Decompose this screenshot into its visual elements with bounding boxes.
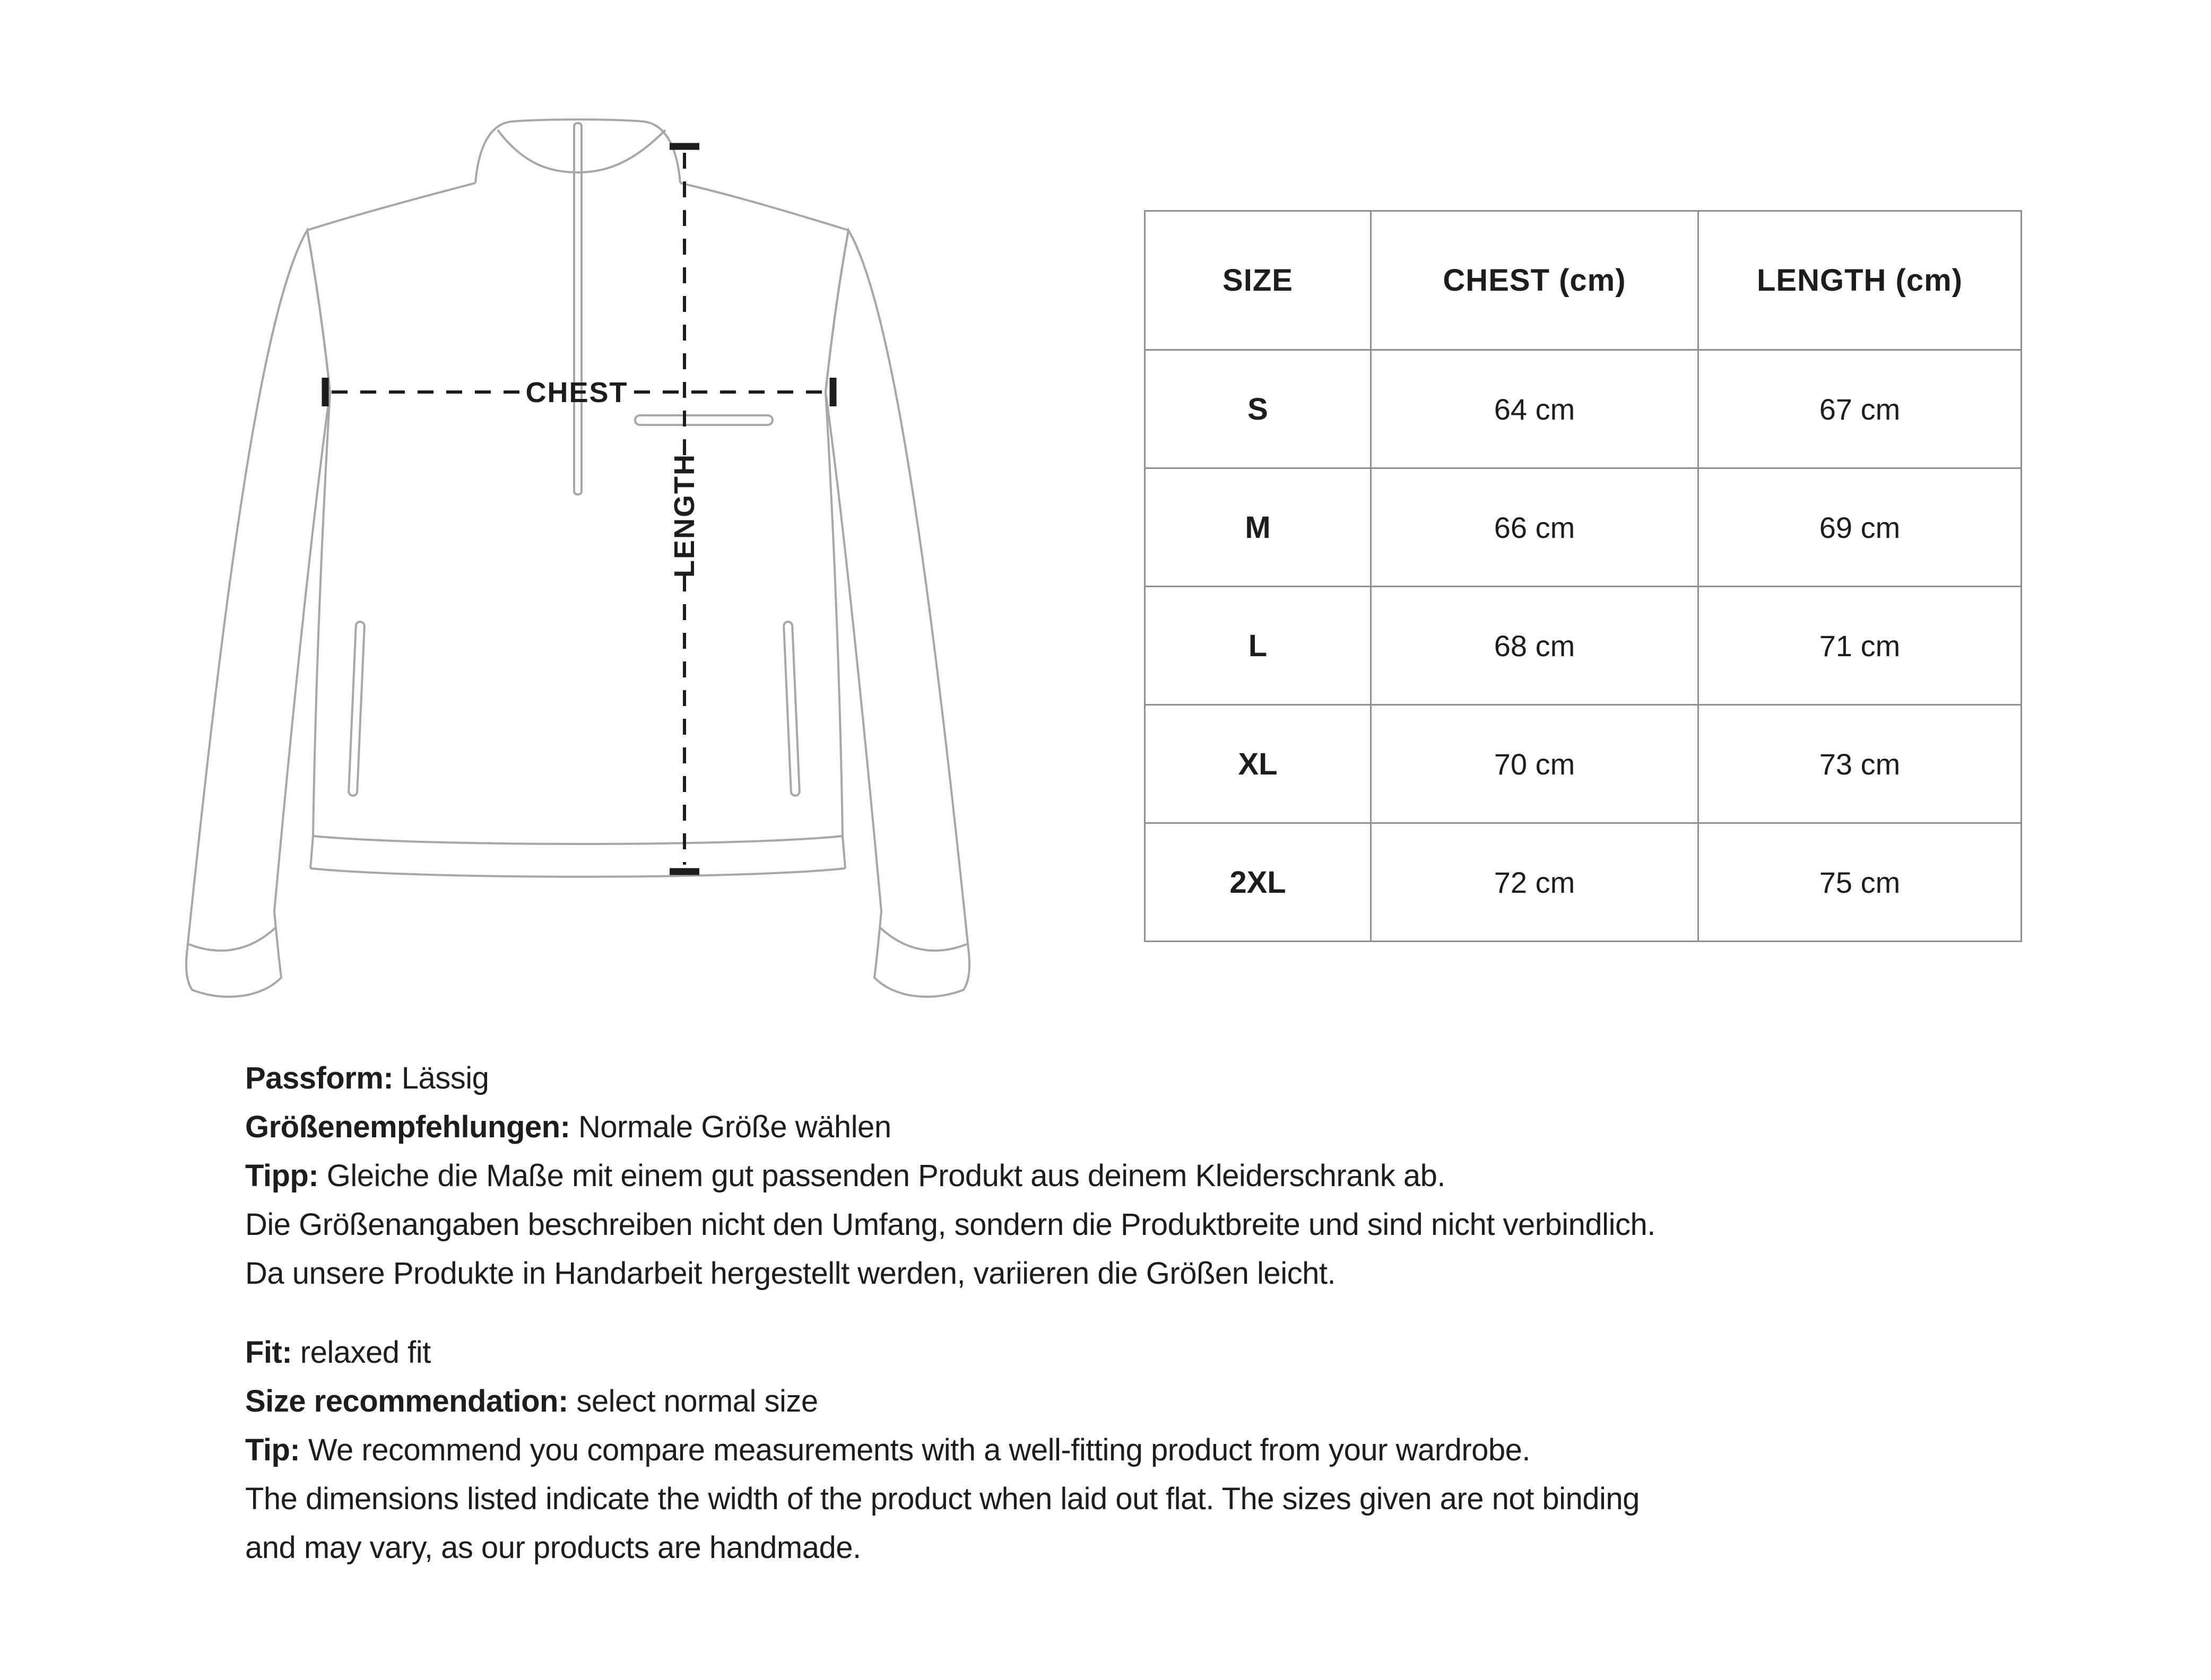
size-value: XL [1145, 705, 1371, 823]
table-row-xl [1145, 705, 2022, 823]
table-row-s [1145, 350, 2022, 468]
col-header-size: SIZE [1145, 211, 1371, 350]
chest-measure-label: CHEST [525, 377, 628, 408]
de-tip-line: Tipp: Gleiche die Maße mit einem gut passenden Produkt aus deinem Kleiderschrank ab. [245, 1159, 1445, 1193]
quarter-zip-pullover-drawing [0, 0, 1061, 1087]
left-sleeve [186, 230, 330, 997]
de-tip-label: Tipp: [245, 1159, 319, 1193]
chest-value: 68 cm [1371, 587, 1698, 705]
chest-value: 72 cm [1371, 823, 1698, 942]
length-value: 73 cm [1698, 705, 2022, 823]
chest-value: 70 cm [1371, 705, 1698, 823]
de-size-recommendation-line: Größenempfehlungen: Normale Größe wählen [245, 1110, 891, 1144]
table-row-2xl [1145, 823, 2022, 942]
length-value: 75 cm [1698, 823, 2022, 942]
notes-german [245, 1054, 1655, 1298]
chest-value: 64 cm [1371, 350, 1698, 468]
right-sleeve [826, 230, 969, 997]
col-header-chest: CHEST (cm) [1371, 211, 1698, 350]
en-tip-label: Tip: [245, 1433, 300, 1467]
de-handmade-note-line: Da unsere Produkte in Handarbeit hergestellt werden, variieren die Größen leicht. [245, 1256, 1336, 1291]
garment-measurement-diagram [0, 0, 1061, 1087]
en-fit-line: Fit: relaxed fit [245, 1335, 431, 1370]
size-value: M [1145, 468, 1371, 587]
left-side-pocket [349, 622, 365, 796]
en-size-label: Size recommendation: [245, 1384, 568, 1418]
col-header-length: LENGTH (cm) [1698, 211, 2022, 350]
length-value: 67 cm [1698, 350, 2022, 468]
de-fit-label: Passform: [245, 1061, 394, 1095]
de-fit-line: Passform: Lässig [245, 1061, 489, 1095]
en-size-recommendation-line: Size recommendation: select normal size [245, 1384, 818, 1418]
table-row-l [1145, 587, 2022, 705]
en-fit-label: Fit: [245, 1335, 292, 1370]
table-row-m [1145, 468, 2022, 587]
size-table [1144, 210, 2022, 942]
notes-english [245, 1328, 1640, 1572]
right-shoulder-seam [680, 183, 848, 230]
de-width-note-line: Die Größenangaben beschreiben nicht den Umfang, sondern die Produktbreite und sind nicht verbindlich. [245, 1207, 1655, 1242]
en-handmade-note-line: and may vary, as our products are handmade. [245, 1530, 861, 1565]
chest-value: 66 cm [1371, 468, 1698, 587]
size-value: 2XL [1145, 823, 1371, 942]
de-size-label: Größenempfehlungen: [245, 1110, 570, 1144]
left-shoulder-seam [307, 183, 475, 230]
size-value: L [1145, 587, 1371, 705]
chest-pocket [635, 415, 773, 425]
collar-outline [475, 119, 680, 183]
length-value: 69 cm [1698, 468, 2022, 587]
size-value: S [1145, 350, 1371, 468]
en-width-note-line: The dimensions listed indicate the width of the product when laid out flat. The sizes given are not binding [245, 1482, 1640, 1516]
en-tip-line: Tip: We recommend you compare measurements with a well-fitting product from your wardrobe. [245, 1433, 1531, 1467]
hem-band [310, 836, 845, 877]
length-value: 71 cm [1698, 587, 2022, 705]
size-table-header-row [1145, 211, 2022, 350]
length-measure-label: LENGTH [669, 454, 700, 578]
right-side-pocket [784, 622, 800, 796]
